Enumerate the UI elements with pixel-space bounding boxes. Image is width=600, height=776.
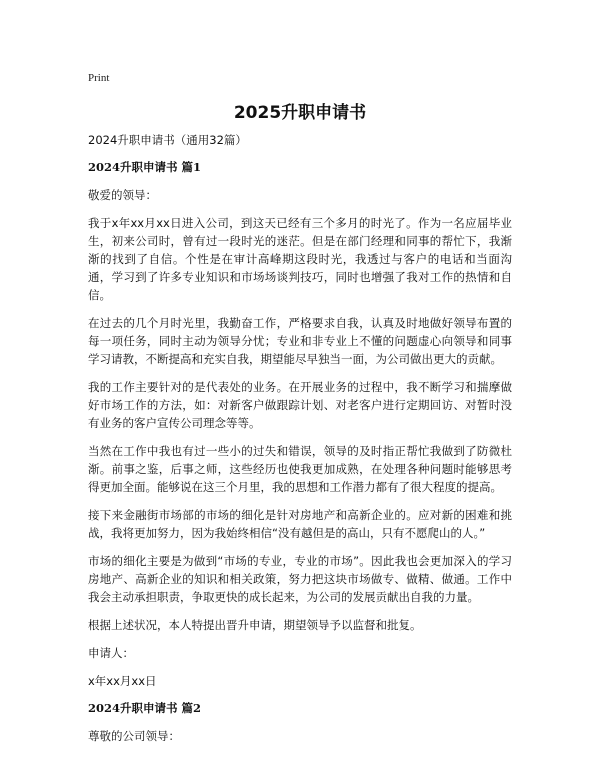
section-heading-2: 2024升职申请书 篇2 xyxy=(88,701,202,715)
paragraph: 我于x年xx月xx日进入公司，到这天已经有三个多月的时光了。作为一名应届毕业生，初来公司时，曾有过一段时光的迷茫。但是在部门经理和同事的帮忙下，我渐渐的找到了自信。个性是在审计高峰期这段时光，我透过与客户的电话和当面沟通，学习到了许多专业知识和市场场谈判技巧，同时也增强了我对工作的热情和自信。 xyxy=(88,216,512,302)
paragraph: 根据上述状况，本人特提出晋升申请，期望领导予以监督和批复。 xyxy=(88,618,422,632)
salutation: 尊敬的公司领导： xyxy=(88,729,180,743)
paragraph: 当然在工作中我也有过一些小的过失和错误，领导的及时指正帮忙我做到了防微杜渐。前事之鉴，后事之师，这些经历也使我更加成熟，在处理各种问题时能够思考得更加全面。能够说在这三个月里，我的思想和工作潜力都有了很大程度的提高。 xyxy=(88,444,512,494)
salutation: 敬爱的领导： xyxy=(88,188,157,202)
applicant-label: 申请人： xyxy=(88,646,134,660)
paragraph: 我的工作主要针对的是代表处的业务。在开展业务的过程中，我不断学习和揣摩做好市场工作的方法，如：对新客户做跟踪计划、对老客户进行定期回访、对暂时没有业务的客户宣传公司理念等等。 xyxy=(88,380,512,430)
section-heading-1: 2024升职申请书 篇1 xyxy=(88,160,202,174)
document-body xyxy=(88,132,512,755)
paragraph: 在过去的几个月时光里，我勤奋工作，严格要求自我，认真及时地做好领导布置的每一项任务，同时主动为领导分忧；专业和非专业上不懂的问题虚心向领导和同事学习请教，不断提高和充实自我，期望能尽早独当一面，为公司做出更大的贡献。 xyxy=(88,316,512,366)
date-line: x年xx月xx日 xyxy=(88,674,157,688)
print-link[interactable]: Print xyxy=(88,72,110,84)
paragraph: 接下来金融街市场部的市场的细化是针对房地产和高新企业的。应对新的困难和挑战，我将更加努力，因为我始终相信“没有越但是的高山，只有不愿爬山的人。” xyxy=(88,508,512,540)
document-subtitle: 2024升职申请书（通用32篇） xyxy=(88,133,247,147)
paragraph: 市场的细化主要是为做到“市场的专业，专业的市场”。因此我也会更加深入的学习房地产、高新企业的知识和相关政策，努力把这块市场做专、做精、做通。工作中我会主动承担职责，争取更快的成长起来，为公司的发展贡献出自我的力量。 xyxy=(88,554,512,604)
page-title: 2025升职申请书 xyxy=(233,103,367,123)
